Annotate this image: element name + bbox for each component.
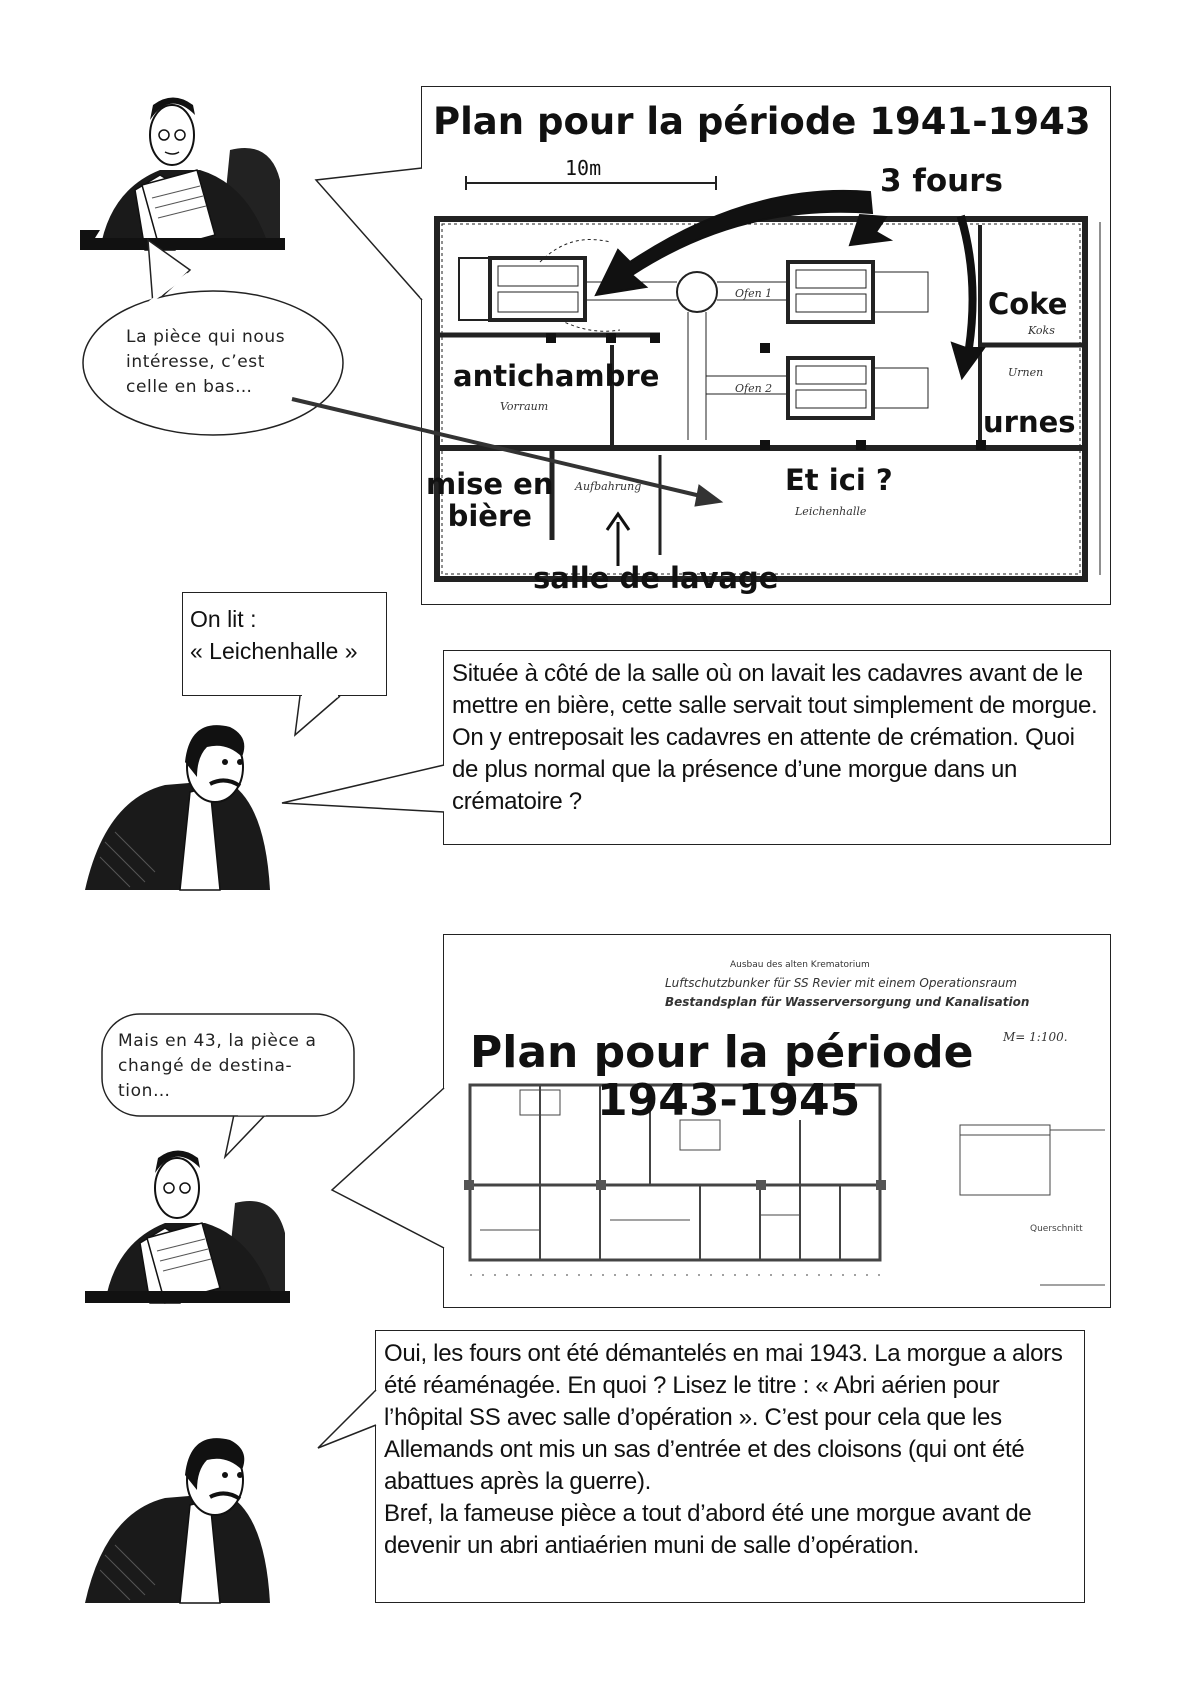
doc-header-3: Bestandsplan für Wasserversorgung und Kanalisation bbox=[665, 995, 1030, 1009]
oval-bubble-text-2-line1: Mais en 43, la pièce a bbox=[118, 1031, 317, 1051]
label-urnes: urnes bbox=[983, 405, 1076, 439]
oval-bubble-text-2-line3: tion… bbox=[118, 1081, 171, 1101]
handwritten-aufbahrung: Aufbahrung bbox=[575, 480, 642, 493]
handwritten-vorraum: Vorraum bbox=[500, 400, 549, 413]
speech-text-morgue: Située à côté de la salle où on lavait les cadavres avant de le mettre en bière, cette salle servait tout simplement de morgue. On y entreposait les cadavres en attente de crémation. Quoi de plus normal que la présence d’une morgue dans un crématoire ? bbox=[452, 660, 1098, 815]
label-coke: Coke bbox=[988, 287, 1068, 321]
label-mise-en-biere: mise en bière bbox=[426, 467, 554, 533]
label-fours: 3 fours bbox=[880, 163, 1003, 199]
oval-bubble-text-1: La pièce qui nous intéresse, c’est celle en bas… bbox=[126, 327, 286, 397]
callout-leichenhalle-text: On lit : « Leichenhalle » bbox=[190, 606, 358, 664]
doc-header-1: Ausbau des alten Krematorium bbox=[730, 960, 870, 970]
label-antichambre: antichambre bbox=[453, 359, 660, 393]
doc-header-2: Luftschutzbunker für SS Revier mit einem Operationsraum bbox=[665, 976, 1017, 990]
section-label: Querschnitt bbox=[1030, 1224, 1083, 1234]
handwritten-koks: Koks bbox=[1028, 324, 1055, 337]
label-et-ici: Et ici ? bbox=[785, 463, 893, 497]
plan-title-1943-line1: Plan pour la période bbox=[470, 1027, 974, 1078]
handwritten-urnen: Urnen bbox=[1008, 366, 1044, 379]
handwritten-ofen-1: Ofen 1 bbox=[735, 287, 773, 300]
handwritten-leichenhalle: Leichenhalle bbox=[795, 505, 867, 518]
plan-scale-label: 10m bbox=[565, 156, 602, 180]
label-salle-de-lavage: salle de lavage bbox=[533, 561, 779, 595]
speech-text-abri: Oui, les fours ont été démantelés en mai 1943. La morgue a alors été réaménagée. En quoi ? Lisez le titre : « Abri aérien pour l’hôpital SS avec salle d’opération ». C’est pour cela que les Allemands ont mis un sas d’entrée et des cloisons (qui ont été abattues après la guerre). Bref, la fameuse pièce a tout d’abord été une morgue avant de devenir un abri antiaérien muni de salle d’opération. bbox=[384, 1340, 1063, 1559]
plan-title-1943-line2: 1943-1945 bbox=[597, 1075, 861, 1126]
handwritten-ofen-2: Ofen 2 bbox=[735, 382, 773, 395]
plan-title-1941: Plan pour la période 1941-1943 bbox=[433, 100, 1091, 143]
doc-scale: M= 1:100. bbox=[1003, 1030, 1068, 1044]
oval-bubble-text-2-line2: changé de destina- bbox=[118, 1056, 293, 1076]
